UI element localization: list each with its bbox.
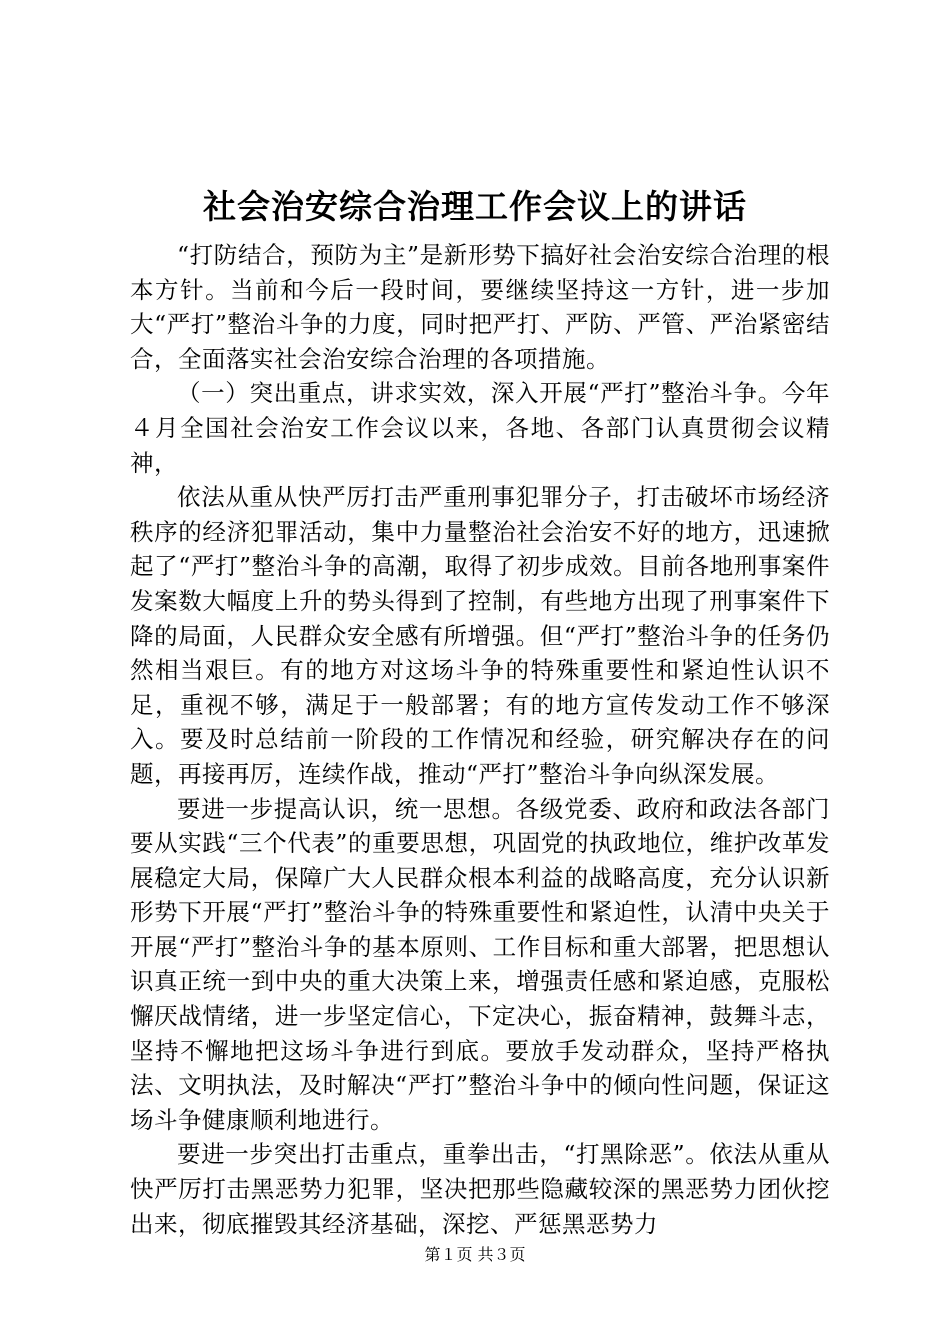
paragraph-5: 要进一步突出打击重点，重拳出击，“打黑除恶”。依法从重从快严厉打击黑恶势力犯罪，坚决把那些隐藏较深的黑恶势力团伙挖出来，彻底摧毁其经济基础，深挖、严惩黑恶势力 <box>130 1140 830 1238</box>
paragraph-4: 要进一步提高认识，统一思想。各级党委、政府和政法各部门要从实践“三个代表”的重要思想，巩固党的执政地位，维护改革发展稳定大局，保障广大人民群众根本利益的战略高度，充分认识新形势下开展“严打”整治斗争的特殊重要性和紧迫性，认清中央关于开展“严打”整治斗争的基本原则、工作目标和重大部署，把思想认识真正统一到中央的重大决策上来，增强责任感和紧迫感，克服松懈厌战情绪，进一步坚定信心，下定决心，振奋精神，鼓舞斗志，坚持不懈地把这场斗争进行到底。要放手发动群众，坚持严格执法、文明执法，及时解决“严打”整治斗争中的倾向性问题，保证这场斗争健康顺利地进行。 <box>130 794 830 1134</box>
page-title: 社会治安综合治理工作会议上的讲话 <box>203 187 747 226</box>
paragraph-1: “打防结合，预防为主”是新形势下搞好社会治安综合治理的根本方针。当前和今后一段时间，要继续坚持这一方针，进一步加大“严打”整治斗争的力度，同时把严打、严防、严管、严治紧密结合，全面落实社会治安综合治理的各项措施。 <box>130 241 830 373</box>
page-number-footer: 第１页 共３页 <box>424 1245 526 1264</box>
paragraph-3: 依法从重从快严厉打击严重刑事犯罪分子，打击破坏市场经济秩序的经济犯罪活动，集中力量整治社会治安不好的地方，迅速掀起了“严打”整治斗争的高潮，取得了初步成效。目前各地刑事案件发案数大幅度上升的势头得到了控制，有些地方出现了刑事案件下降的局面，人民群众安全感有所增强。但“严打”整治斗争的任务仍然相当艰巨。有的地方对这场斗争的特殊重要性和紧迫性认识不足，重视不够，满足于一般部署；有的地方宣传发动工作不够深入。要及时总结前一阶段的工作情况和经验，研究解决存在的问题，再接再厉，连续作战，推动“严打”整治斗争向纵深发展。 <box>130 483 830 788</box>
document-body <box>130 238 830 1241</box>
paragraph-2: （一）突出重点，讲求实效，深入开展“严打”整治斗争。今年４月全国社会治安工作会议以来，各地、各部门认真贯彻会议精神， <box>130 379 830 477</box>
